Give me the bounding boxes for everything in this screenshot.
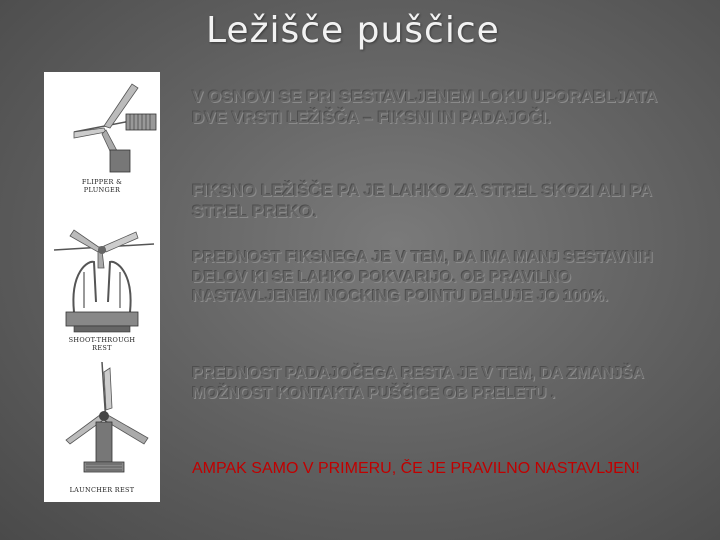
flipper-plunger-drawing [74, 84, 156, 172]
slide-title: Ležišče puščice [206, 10, 500, 51]
arrow-rest-drawing [44, 72, 160, 502]
launcher-rest-drawing [66, 362, 148, 472]
caption-shoot-through-line2: REST [92, 344, 112, 352]
paragraph-rest-types: V OSNOVI SE PRI SESTAVLJENEM LOKU UPORABLJATA DVE VRSTI LEŽIŠČA – FIKSNI IN PADAJOČI. [192, 87, 657, 127]
caption-flipper-plunger-line2: PLUNGER [83, 186, 121, 194]
caption-flipper-plunger-line1: FLIPPER & [81, 178, 123, 186]
paragraph-drop-rest-advantage: PREDNOST PADAJOČEGA RESTA JE V TEM, DA ZMANJŠA MOŽNOST KONTAKTA PUŠČICE OB PRELETU . [192, 365, 644, 402]
shoot-through-rest-drawing [54, 230, 154, 332]
caption-shoot-through-line1: SHOOT-THROUGH [68, 336, 136, 344]
caption-launcher-rest: LAUNCHER REST [69, 486, 135, 494]
paragraph-fixed-advantage: PREDNOST FIKSNEGA JE V TEM, DA IMA MANJ SESTAVNIH DELOV KI SE LAHKO POKVARIJO. OB PRAVILNO NASTAVLJENEM NOCKING POINTU DELUJE JO 100%. [192, 249, 653, 305]
paragraph-warning: AMPAK SAMO V PRIMERU, ČE JE PRAVILNO NASTAVLJEN! [192, 460, 640, 477]
paragraph-fixed-rest: FIKSNO LEŽIŠČE PA JE LAHKO ZA STREL SKOZI ALI PA STREL PREKO. [192, 181, 652, 221]
arrow-rest-illustration [44, 72, 160, 502]
